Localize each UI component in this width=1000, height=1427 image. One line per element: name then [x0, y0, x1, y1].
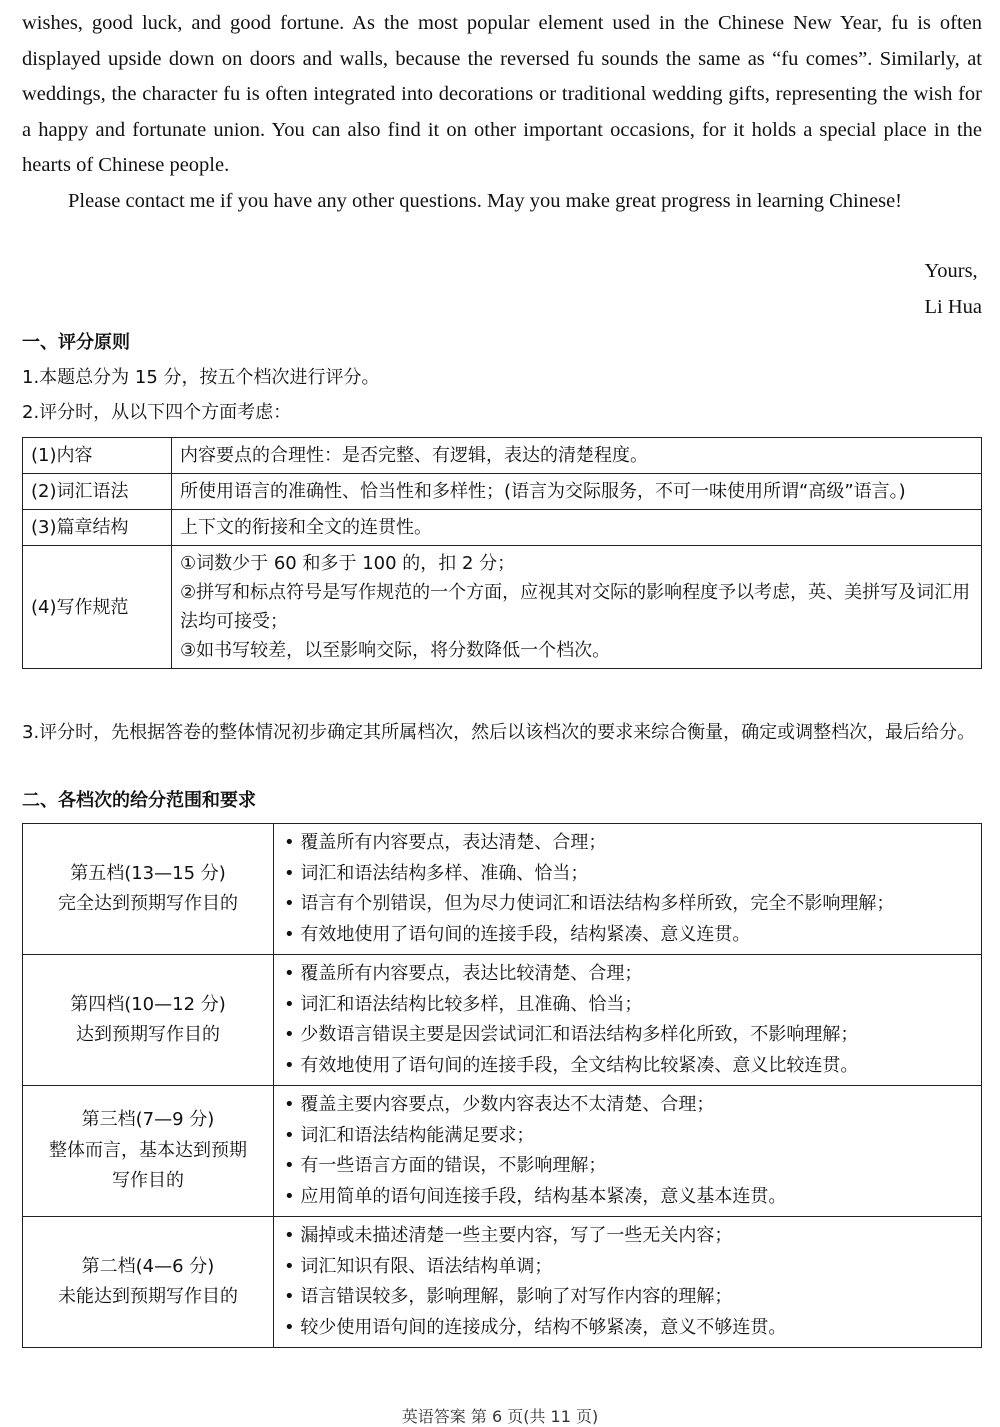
- requirement-item: • 有效地使用了语句间的连接手段，结构紧凑、意义连贯。: [284, 920, 971, 951]
- level-row: [23, 1086, 982, 1217]
- requirement-item: • 词汇知识有限、语法结构单调；: [284, 1252, 971, 1283]
- requirement-item: • 较少使用语句间的连接成分，结构不够紧凑，意义不够连贯。: [284, 1313, 971, 1344]
- level-row: [23, 824, 982, 955]
- criteria-label: (4)写作规范: [23, 546, 172, 669]
- requirement-item: • 覆盖所有内容要点，表达比较清楚、合理；: [284, 959, 971, 990]
- criteria-row: [23, 438, 982, 474]
- level-label: [23, 1086, 274, 1217]
- criteria-table: [22, 437, 982, 669]
- level-name: 第二档(4—6 分): [81, 1255, 215, 1277]
- rule-3: 3.评分时，先根据答卷的整体情况初步确定其所属档次，然后以该档次的要求来综合衡量，确定或调整档次，最后给分。: [22, 722, 976, 743]
- requirement-item: • 词汇和语法结构多样、准确、恰当；: [284, 859, 971, 890]
- letter-signature: [925, 254, 983, 325]
- level-label: [23, 1217, 274, 1348]
- criteria-row: [23, 474, 982, 510]
- page-footer: 英语答案 第 6 页(共 11 页): [401, 1407, 599, 1426]
- criteria-description: [172, 438, 982, 474]
- rule-1: 1.本题总分为 15 分，按五个档次进行评分。: [22, 367, 380, 388]
- criteria-row: [23, 510, 982, 546]
- requirement-item: • 词汇和语法结构比较多样，且准确、恰当；: [284, 990, 971, 1021]
- criteria-line: 上下文的衔接和全文的连贯性。: [180, 517, 432, 538]
- levels-table: [22, 823, 982, 1348]
- criteria-description: [172, 474, 982, 510]
- section-heading-principles: 一、评分原则: [22, 332, 130, 353]
- level-row: [23, 955, 982, 1086]
- requirement-item: • 覆盖主要内容要点，少数内容表达不太清楚、合理；: [284, 1090, 971, 1121]
- criteria-row: [23, 546, 982, 669]
- criteria-line: ③如书写较差，以至影响交际，将分数降低一个档次。: [180, 640, 611, 661]
- criteria-line: ②拼写和标点符号是写作规范的一个方面，应视其对交际的影响程度予以考虑，英、美拼写及词汇用法均可接受；: [180, 582, 971, 632]
- level-description: 未能达到预期写作目的: [58, 1286, 238, 1307]
- criteria-line: ①词数少于 60 和多于 100 的，扣 2 分；: [180, 553, 516, 574]
- level-row: [23, 1217, 982, 1348]
- level-requirements: [274, 955, 982, 1086]
- criteria-label: (3)篇章结构: [23, 510, 172, 546]
- level-name: 第三档(7—9 分): [81, 1109, 215, 1131]
- level-name: 第五档(13—15 分): [70, 862, 226, 884]
- letter-paragraph-2: Please contact me if you have any other questions. May you make great progress in learning Chinese!: [68, 189, 902, 212]
- criteria-label: (2)词汇语法: [23, 474, 172, 510]
- section-heading-levels: 二、各档次的给分范围和要求: [22, 790, 256, 811]
- requirement-item: • 语言错误较多，影响理解，影响了对写作内容的理解；: [284, 1282, 971, 1313]
- requirement-item: • 语言有个别错误，但为尽力使词汇和语法结构多样所致，完全不影响理解；: [284, 889, 971, 920]
- criteria-description: [172, 510, 982, 546]
- level-description: 整体而言，基本达到预期写作目的: [49, 1139, 247, 1192]
- level-label: [23, 824, 274, 955]
- letter-body: [22, 6, 982, 219]
- letter-signer: Li Hua: [924, 295, 982, 318]
- requirement-item: • 有一些语言方面的错误，不影响理解；: [284, 1151, 971, 1182]
- level-requirements: [274, 824, 982, 955]
- letter-closing: Yours,: [924, 260, 978, 282]
- requirement-item: • 应用简单的语句间连接手段，结构基本紧凑，意义基本连贯。: [284, 1182, 971, 1213]
- letter-paragraph-1: wishes, good luck, and good fortune. As the most popular element used in the Chinese New Year, fu is often displayed upside down on doors and walls, because the reversed fu sounds the same as “fu comes”. Similarly, at weddings, the character fu is often integrated into decorations or traditional wedding gifts, representing the wish for a happy and fortunate union. You can also find it on other important occasions, for it holds a special place in the hearts of Chinese people.: [22, 12, 982, 176]
- level-description: 达到预期写作目的: [76, 1024, 220, 1045]
- requirement-item: • 词汇和语法结构能满足要求；: [284, 1121, 971, 1152]
- level-name: 第四档(10—12 分): [70, 993, 226, 1015]
- criteria-label: (1)内容: [23, 438, 172, 474]
- level-description: 完全达到预期写作目的: [58, 893, 238, 914]
- requirement-item: • 漏掉或未描述清楚一些主要内容，写了一些无关内容；: [284, 1221, 971, 1252]
- level-label: [23, 955, 274, 1086]
- level-requirements: [274, 1217, 982, 1348]
- level-requirements: [274, 1086, 982, 1217]
- criteria-line: 所使用语言的准确性、恰当性和多样性；(语言为交际服务，不可一味使用所谓“高级”语言。): [180, 481, 906, 502]
- criteria-line: 内容要点的合理性：是否完整、有逻辑，表达的清楚程度。: [180, 445, 648, 466]
- requirement-item: • 有效地使用了语句间的连接手段，全文结构比较紧凑、意义比较连贯。: [284, 1051, 971, 1082]
- criteria-description: [172, 546, 982, 669]
- requirement-item: • 少数语言错误主要是因尝试词汇和语法结构多样化所致，不影响理解；: [284, 1020, 971, 1051]
- rule-2: 2.评分时，从以下四个方面考虑：: [22, 402, 292, 423]
- requirement-item: • 覆盖所有内容要点，表达清楚、合理；: [284, 828, 971, 859]
